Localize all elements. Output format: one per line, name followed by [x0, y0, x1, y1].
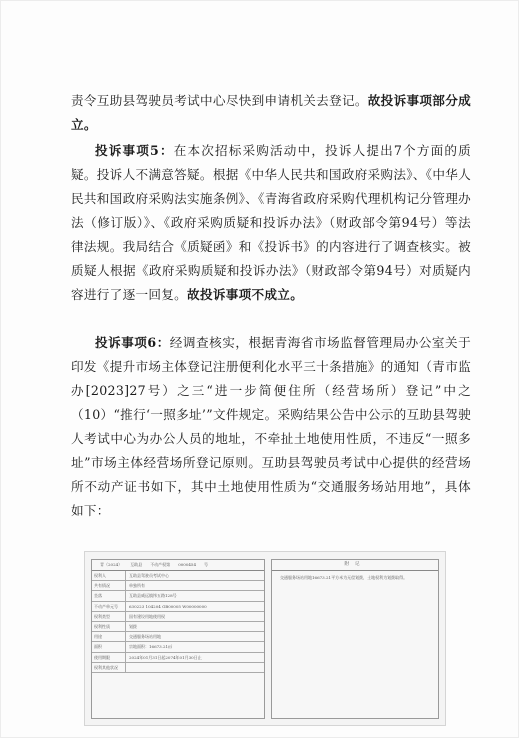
certificate-field-value: 宗地面积：16673.21㎡ — [129, 644, 173, 650]
certificate-field-label: 坐落 — [92, 591, 126, 600]
paragraph-item-4-conclusion — [71, 89, 471, 137]
complaint-5-conclusion: 故投诉事项不成立。 — [187, 287, 304, 302]
certificate-field-value — [126, 663, 264, 672]
certificate-field-label: 用途 — [92, 632, 126, 641]
certificate-row — [92, 653, 264, 663]
certificate-field-value: 630223 104204 GB00005 W00000000 — [129, 603, 207, 609]
certificate-field-label: 面积 — [92, 642, 126, 651]
certificate-field-value: 单独所有 — [129, 583, 145, 589]
certificate-row — [92, 622, 264, 632]
certificate-row — [92, 571, 264, 581]
complaint-6-body: 经调查核实，根据青海省市场监督管理局办公室关于印发《提升市场主体登记注册便利化水平三十条措施》的通知（青市监办[2023]27号）之三“进一步简便住所（经营场所）登记”中之（10）“推行‘一照多址’”文件规定。采购结果公告中公示的互助县驾驶人考试中心为办公人员的地址，不牵扯土地使用性质，不违反“一照多址”市场主体经营场所登记原则。互助县驾驶员考试中心提供的经营场所不动产证书如下，其中土地使用性质为“交通服务场站用地”，具体如下： — [71, 335, 471, 518]
certificate-rows — [92, 571, 264, 673]
certificate-row — [92, 612, 264, 622]
certificate-field-value: 划拨 — [129, 623, 137, 629]
certificate-notes-page — [271, 559, 439, 719]
certificate-row — [92, 663, 264, 673]
paragraph-complaint-6 — [71, 331, 471, 523]
text-run: 责令互助县驾驶员考试中心尽快到申请机关去登记。 — [71, 93, 368, 108]
certificate-field-label: 权利其他状况 — [92, 663, 126, 672]
certificate-field-value: 互助县驾驶员考试中心 — [129, 573, 169, 578]
property-certificate-scan — [84, 551, 446, 726]
certificate-register-page — [91, 559, 265, 719]
certificate-number-header: 青（2024） 互助县 不动产权第 0000454 号 — [92, 560, 264, 571]
paragraph-complaint-5 — [71, 139, 471, 307]
notes-text: 交通服务场站用地16673.21平方米为无偿划拨，土地权利为划拨取得。 — [280, 575, 408, 580]
certificate-row — [92, 581, 264, 591]
certificate-field-value: 交通服务场站用地 — [129, 634, 161, 640]
conclusion-partially-upheld: 故投诉事项部分成立。 — [71, 93, 471, 132]
certificate-field-label: 权利性质 — [92, 622, 126, 631]
complaint-5-heading: 投诉事项5： — [95, 143, 174, 158]
complaint-6-heading: 投诉事项6： — [95, 335, 170, 350]
certificate-field-label: 共有情况 — [92, 581, 126, 590]
certificate-field-label: 使用期限 — [92, 653, 126, 662]
certificate-row — [92, 642, 264, 652]
notes-title: 附记 — [272, 560, 438, 571]
certificate-field-value: 2024年01月31日起2074年01月30日止 — [129, 654, 202, 660]
certificate-field-label: 不动产单元号 — [92, 602, 126, 611]
certificate-row — [92, 632, 264, 642]
certificate-row — [92, 602, 264, 612]
certificate-field-label: 权利人 — [92, 571, 126, 580]
certificate-row — [92, 591, 264, 601]
complaint-5-body: 在本次招标采购活动中，投诉人提出7个方面的质疑。投诉人不满意答疑。根据《中华人民共和国政府采购法》、《中华人民共和国政府采购法实施条例》、《青海省政府采购代理机构记分管理办法（修订版）》、《政府采购质疑和投诉办法》（财政部令第94号）等法律法规。我局结合《质疑函》和《投诉书》的内容进行了调查核实。被质疑人根据《政府采购质疑和投诉办法》（财政部令第94号）对质疑内容进行了逐一回复。 — [71, 143, 471, 302]
certificate-field-label: 权利类型 — [92, 612, 126, 621]
certificate-field-value: 互助县威远镇纬五路128号 — [129, 593, 177, 599]
certificate-field-value: 国有建设用地使用权 — [129, 613, 165, 619]
